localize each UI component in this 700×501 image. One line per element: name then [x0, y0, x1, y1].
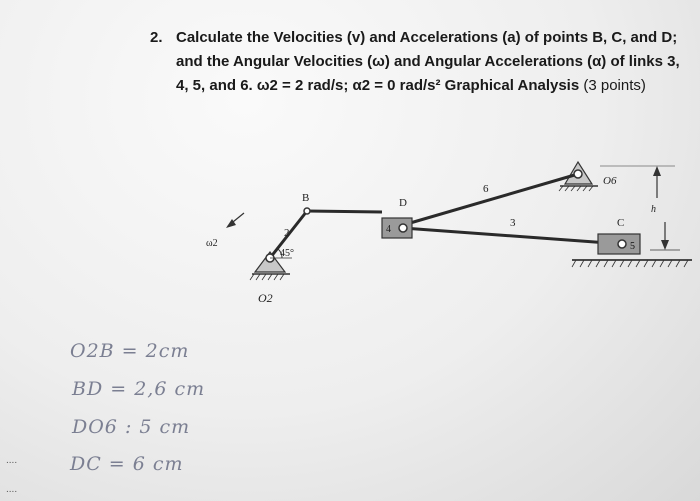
- note-o2b: O2B = 2cm: [70, 340, 190, 362]
- link-coupler-bd: [307, 211, 382, 212]
- label-link-6: 6: [483, 183, 489, 195]
- pin-b: [304, 208, 310, 214]
- note-bd: BD = 2,6 cm: [72, 378, 206, 400]
- problem-points: (3 points): [583, 77, 646, 94]
- label-link-5: 5: [630, 241, 635, 252]
- pin-c: [618, 240, 626, 248]
- label-o6: O6: [603, 175, 617, 187]
- label-omega2: ω2: [206, 238, 218, 249]
- problem-line-1: Calculate the Velocities (v) and Accelerations (a) of points B, C, and D;: [176, 29, 678, 46]
- label-angle: 45°: [280, 248, 294, 259]
- label-d: D: [399, 197, 407, 209]
- problem-line-2: and the Angular Velocities (ω) and Angular Accelerations (α) of links 3,: [176, 53, 680, 70]
- label-link-3: 3: [510, 217, 516, 229]
- problem-line-3-text: 4, 5, and 6. ω2 = 2 rad/s; α2 = 0 rad/s² Graphical Analysis: [176, 77, 580, 94]
- problem-number: 2.: [150, 29, 163, 46]
- slider-ground: [572, 260, 692, 267]
- corner-mark-2: ....: [6, 484, 18, 495]
- label-o2: O2: [258, 291, 273, 305]
- corner-mark-1: ....: [6, 455, 18, 466]
- note-do6: DO6 : 5 cm: [72, 416, 191, 438]
- label-h: h: [651, 204, 656, 215]
- label-c: C: [617, 217, 625, 229]
- label-b: B: [302, 192, 310, 204]
- pin-d: [399, 224, 407, 232]
- link-3: [403, 228, 622, 244]
- pin-o6: [574, 170, 582, 178]
- omega2-arrow: [226, 213, 244, 228]
- label-link-2: 2: [284, 227, 290, 239]
- note-dc: DC = 6 cm: [70, 453, 184, 475]
- label-link-4: 4: [386, 224, 391, 235]
